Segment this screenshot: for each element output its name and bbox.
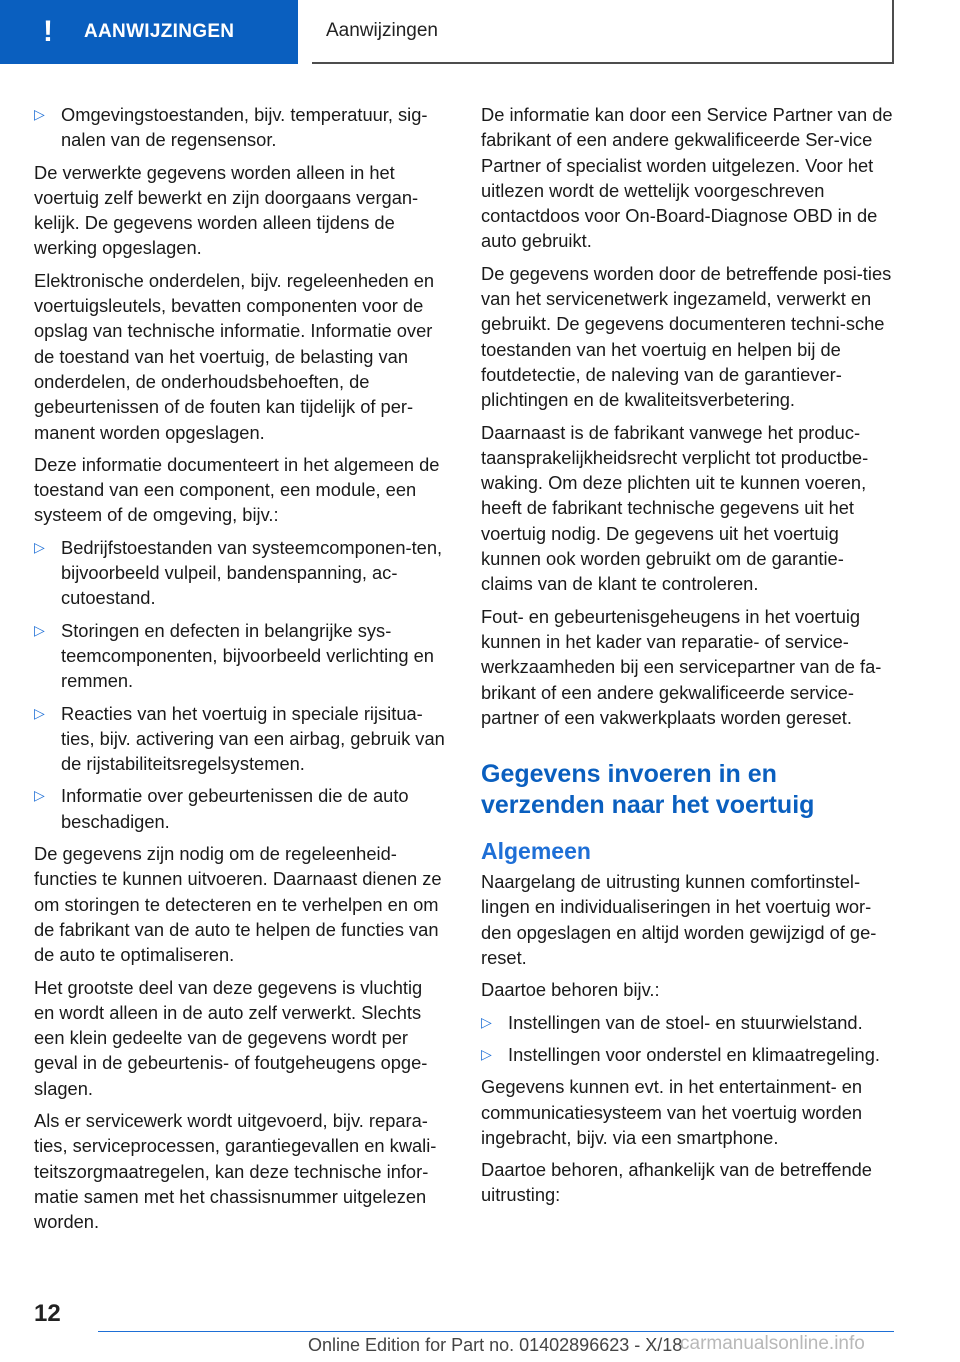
list-item-text: Instellingen voor onderstel en klimaatregeling. (508, 1043, 880, 1065)
exclamation-icon: ! (43, 15, 53, 48)
list-item (481, 1010, 893, 1035)
list-item (34, 701, 446, 777)
edition-note: Online Edition for Part no. 01402896623 - X/18 (308, 1335, 683, 1355)
paragraph: De gegevens worden door de betreffende posi-ties van het servicenetwerk ingezameld, verwerkt en gebruikt. De gegevens documenteren techni-sche toestanden van het voertuig en helpen bij de foutdetectie, de naleving van de garantiever-plichtingen en de kwaliteitsverbetering. (481, 262, 892, 411)
paragraph: De gegevens zijn nodig om de regeleenheid-functies te kunnen uitvoeren. Daarnaast dienen ze om storingen te detecteren en te verhelpen en om de fabrikant van de auto te helpen de functies van de auto te optimaliseren. (34, 843, 442, 966)
right-column (481, 102, 893, 1215)
list-item (34, 535, 446, 611)
paragraph: Naargelang de uitrusting kunnen comfortinstel-lingen en individualiseringen in het voertuig wor-den opgeslagen en altijd worden gewijzigd of ge-reset. (481, 871, 877, 969)
bullet-triangle-icon: ▷ (34, 787, 45, 804)
subsection-heading: Algemeen (481, 838, 591, 865)
paragraph: De informatie kan door een Service Partner van de fabrikant of een andere gekwalificeerde Ser-vice Partner of specialist worden uitgelezen. Voor het uitlezen wordt de wettelijk voorgeschreven contactdoos voor On-Board-Diagnose OBD in de auto gebruikt. (481, 104, 893, 252)
bullet-triangle-icon: ▷ (34, 538, 45, 555)
section-tab (0, 0, 298, 64)
list-item-text: Instellingen van de stoel- en stuurwielstand. (508, 1011, 863, 1033)
bullet-triangle-icon: ▷ (481, 1045, 492, 1062)
paragraph: Als er servicewerk wordt uitgevoerd, bijv. repara-ties, serviceprocessen, garantiegevallen en kwali-teitszorgmaatregelen, kan deze technische infor-matie samen met het chassisnummer uitgelezen worden. (34, 1109, 437, 1233)
bullet-triangle-icon: ▷ (34, 704, 45, 721)
list-item (34, 783, 446, 834)
left-column (34, 102, 446, 1241)
list-item-text: Reacties van het voertuig in speciale rijsitua-ties, bijv. activering van een airbag, gebruik van de rijstabiliteitsregelsystemen. (61, 702, 445, 775)
bullet-triangle-icon: ▷ (34, 621, 45, 638)
paragraph: De verwerkte gegevens worden alleen in het voertuig zelf bewerkt en zijn doorgaans vergan-kelijk. De gegevens worden alleen tijdens de werking opgeslagen. (34, 161, 419, 259)
paragraph: Daartoe behoren bijv.: (481, 979, 660, 1001)
list-item (34, 102, 446, 153)
page-number: 12 (34, 1300, 61, 1327)
list-item (481, 1042, 893, 1067)
paragraph: Elektronische onderdelen, bijv. regeleenheden en voertuigsleutels, bevatten componenten voor de opslag van technische informatie. Informatie over de toestand van het voertuig, de belasting van onderdelen, de onderhoudsbehoeften, de gebeurtenissen of de fouten kan tijdelijk of per-manent worden opgeslagen. (34, 269, 435, 443)
paragraph: Daartoe behoren, afhankelijk van de betreffende uitrusting: (481, 1159, 872, 1206)
page-header (312, 0, 894, 64)
section-heading: Gegevens invoeren in en verzenden naar het voertuig (481, 760, 815, 820)
page-title: Aanwijzingen (326, 20, 438, 41)
paragraph: Gegevens kunnen evt. in het entertainment- en communicatiesysteem van het voertuig worden ingebracht, bijv. via een smartphone. (481, 1076, 863, 1148)
list-item-text: Bedrijfstoestanden van systeemcomponen-ten, bijvoorbeeld vulpeil, bandenspanning, ac-cutoestand. (61, 536, 443, 609)
bullet-triangle-icon: ▷ (34, 106, 45, 122)
list-item-text: Informatie over gebeurtenissen die de auto beschadigen. (61, 785, 409, 832)
paragraph: Daarnaast is de fabrikant vanwege het produc-taansprakelijkheidsrecht verplicht tot productbe-waking. Om deze plichten uit te kunnen voeren, heeft de fabrikant technische gegevens uit het voertuig nodig. De gegevens uit het voertuig kunnen ook worden gebruikt om de garantie-claims van de klant te controleren. (481, 421, 869, 595)
list-item (34, 618, 446, 694)
paragraph: Fout- en gebeurtenisgeheugens in het voertuig kunnen in het kader van reparatie- of service-werkzaamheden bij een servicepartner van de fa-brikant of een andere gekwalificeerde service-partner of een vakwerkplaats worden gereset. (481, 605, 882, 728)
section-label: AANWIJZINGEN (84, 21, 235, 42)
footer-divider (98, 1331, 894, 1332)
watermark: carmanualsonline.info (680, 1333, 865, 1354)
list-item-text: Omgevingstoestanden, bijv. temperatuur, sig-nalen van de regensensor. (61, 104, 428, 151)
paragraph: Het grootste deel van deze gegevens is vluchtig en wordt alleen in de auto zelf verwerkt. Slechts een klein gedeelte van de gegevens wordt per geval in de gebeurtenis- of foutgeheugens opge-slagen. (34, 976, 428, 1099)
list-item-text: Storingen en defecten in belangrijke sys-teemcomponenten, bijvoorbeeld verlichting en remmen. (61, 619, 434, 692)
paragraph: Deze informatie documenteert in het algemeen de toestand van een component, een module, een systeem of de omgeving, bijv.: (34, 453, 440, 526)
bullet-triangle-icon: ▷ (481, 1013, 492, 1030)
